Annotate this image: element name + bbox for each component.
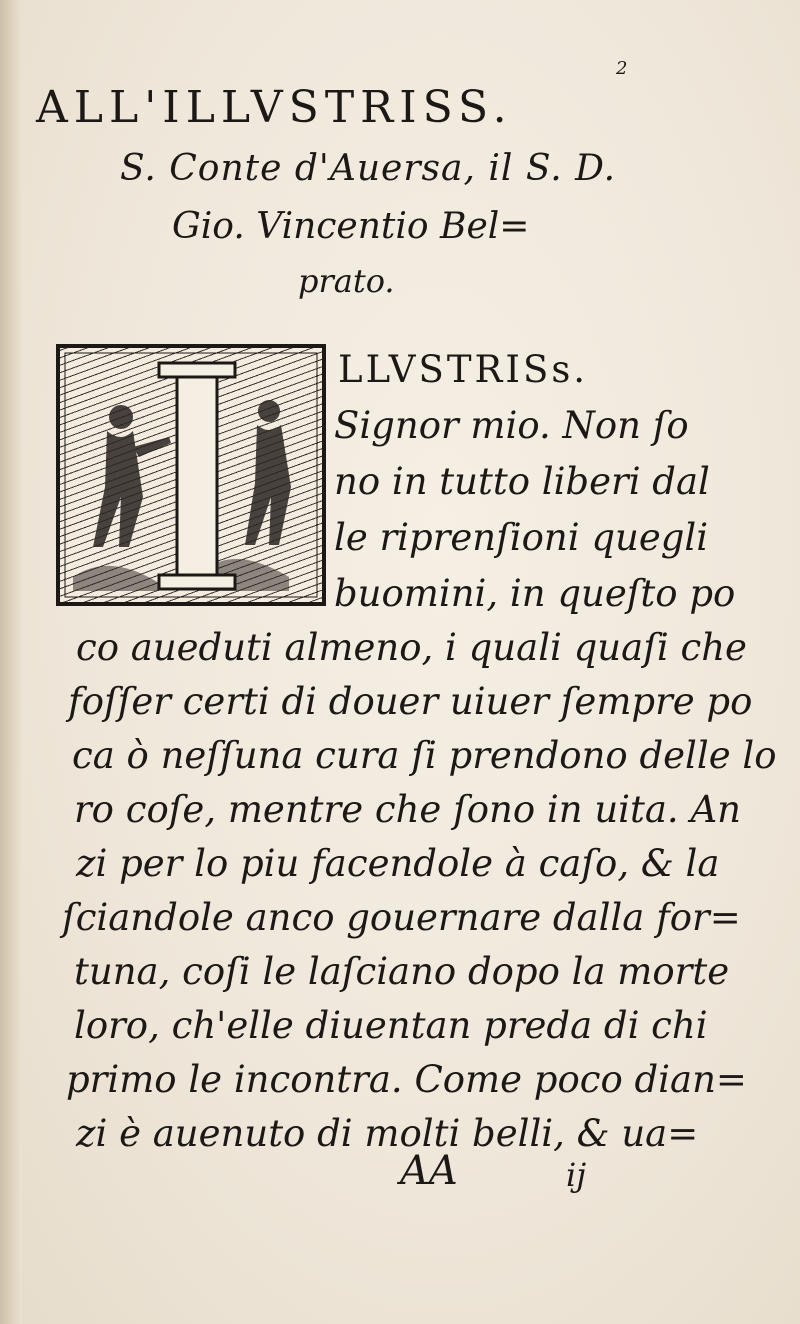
- signature-mark: ij: [566, 1156, 587, 1194]
- text-line: ro coſe, mentre che ſono in uita. An: [74, 788, 741, 831]
- page-number: 2: [616, 58, 628, 79]
- text-line: zi è auenuto di molti belli, & ua=: [76, 1112, 699, 1155]
- text-line: tuna, coſi le laſciano dopo la morte: [74, 950, 730, 993]
- text-line: no in tutto liberi dal: [334, 460, 710, 503]
- text-line: le riprenſioni quegli: [334, 516, 709, 559]
- heading-line-4: prato.: [298, 262, 395, 300]
- heading-line-1: ALL'ILLVSTRISS.: [36, 82, 513, 133]
- text-line: buomini, in queſto po: [334, 572, 736, 615]
- text-line: ſciandole anco gouernare dalla for=: [62, 896, 741, 939]
- text-line: primo le incontra. Come poco dian=: [66, 1058, 747, 1101]
- text-line: LLVSTRISs.: [338, 348, 589, 391]
- initial-letter-shape: [159, 363, 235, 589]
- text-line: zi per lo piu facendole à caſo, & la: [76, 842, 720, 885]
- binding-edge: [0, 0, 22, 1324]
- text-line: ca ò neſſuna cura ſi prendono delle lo: [72, 734, 777, 777]
- text-line: foſſer certi di douer uiuer ſempre po: [68, 680, 753, 723]
- text-line: co aueduti almeno, i quali quaſi che: [76, 626, 747, 669]
- heading-line-3: Gio. Vincentio Bel=: [172, 206, 530, 247]
- heading-line-2: S. Conte d'Auersa, il S. D.: [120, 148, 617, 189]
- text-line: Signor mio. Non ſo: [334, 404, 689, 447]
- woodcut-initial: [56, 344, 326, 606]
- catchword: AA: [400, 1148, 458, 1194]
- text-line: loro, ch'elle diuentan preda di chi: [74, 1004, 708, 1047]
- woodcut-illustration: [59, 347, 323, 603]
